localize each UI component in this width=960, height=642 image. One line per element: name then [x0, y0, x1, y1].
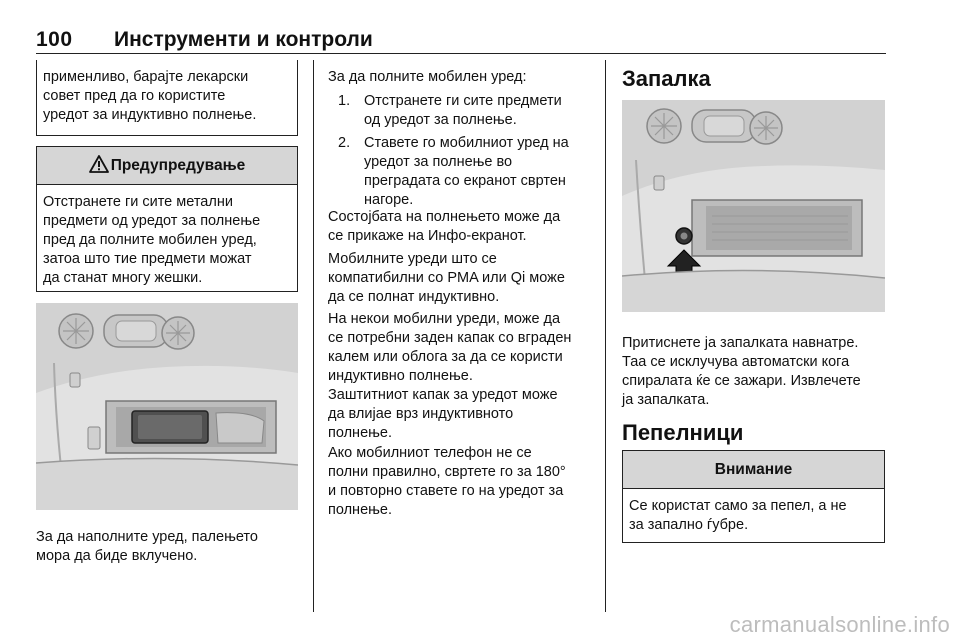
step-number: 2. — [338, 135, 351, 151]
text-line: Состојбата на полнењето може да — [328, 209, 561, 225]
step-2 — [338, 134, 598, 210]
charging-pad-illustration — [36, 303, 298, 510]
text-line: и повторно ставете го на уредот за — [328, 483, 564, 499]
text-line: компатибилни со PMA или Qi може — [328, 270, 565, 286]
charging-pad-drawing — [36, 303, 298, 510]
text-line: Ако мобилниот телефон не се — [328, 445, 532, 461]
text-line: индуктивно полнење. — [328, 368, 473, 384]
text-line: предмети од уредот за полнење — [43, 213, 261, 229]
heading-ashtrays: Пепелници — [622, 420, 744, 445]
paragraph-protective-cover — [328, 386, 604, 443]
text-line: За да наполните уред, палењето — [36, 529, 258, 545]
text-line: применливо, барајте лекарски — [43, 69, 249, 85]
notice-header: Внимание — [623, 451, 884, 489]
paragraph-charge-status — [328, 208, 604, 246]
text-line: На некои мобилни уреди, може да — [328, 311, 561, 327]
text-line: пред да полните мобилен уред, — [43, 232, 257, 248]
paragraph-rotate-phone — [328, 444, 604, 520]
column-divider-2 — [605, 60, 606, 612]
text-line: полни правилно, свртете го за 180° — [328, 464, 566, 480]
warning-body — [37, 185, 297, 296]
text-line: полнење. — [328, 425, 393, 441]
text-line: Отстранете ги сите метални — [43, 194, 233, 210]
notice-body — [623, 489, 884, 543]
warning-box — [36, 146, 298, 292]
continued-note-box — [36, 60, 298, 136]
text-line: да влијае врз индуктивното — [328, 406, 514, 422]
paragraph-compatibility — [328, 250, 604, 307]
text-line: совет пред да го користите — [43, 88, 226, 104]
lighter-drawing — [622, 100, 885, 312]
text-line: од уредот за полнење. — [364, 112, 517, 128]
charging-intro: За да полните мобилен уред: — [328, 69, 527, 85]
text-line: полнење. — [328, 502, 393, 518]
text-line: Притиснете ја запалката навнатре. — [622, 335, 859, 351]
text-line: се потребни заден капак со вграден — [328, 330, 572, 346]
page-title: Инструменти и контроли — [114, 28, 373, 51]
text-line: калем или облога за да се користи — [328, 349, 563, 365]
column-divider-1 — [313, 60, 314, 612]
text-line: Таа се исклучува автоматски кога — [622, 354, 850, 370]
notice-box — [622, 450, 885, 543]
text-line: Мобилните уреди што се — [328, 251, 497, 267]
heading-lighter: Запалка — [622, 66, 711, 91]
text-line: мора да биде вклучено. — [36, 548, 198, 564]
text-line: ја запалката. — [622, 392, 710, 408]
page-number: 100 — [36, 28, 73, 51]
text-line: да станат многу жешки. — [43, 270, 203, 286]
text-line: се прикаже на Инфо-екранот. — [328, 228, 527, 244]
text-line: Отстранете ги сите предмети — [364, 93, 562, 109]
text-line: спиралата ќе се зажари. Извлечете — [622, 373, 861, 389]
text-line: затоа што тие предмети можат — [43, 251, 252, 267]
text-line: Заштитниот капак за уредот може — [328, 387, 558, 403]
paragraph-back-cover — [328, 310, 604, 386]
step-number: 1. — [338, 93, 351, 109]
site-watermark: carmanualsonline.info — [729, 612, 950, 637]
warning-title: Предупредување — [110, 157, 246, 174]
charging-caption — [36, 528, 306, 566]
text-line: Ставете го мобилниот уред на — [364, 135, 569, 151]
text-line: уредот за полнење во — [364, 154, 513, 170]
text-line: за запално ѓубре. — [629, 517, 749, 533]
warning-triangle-icon — [89, 155, 109, 173]
text-line: уредот за индуктивно полнење. — [43, 107, 257, 123]
lighter-illustration — [622, 100, 885, 312]
lighter-instructions — [622, 334, 896, 410]
page-header — [36, 28, 886, 54]
text-line: нагоре. — [364, 192, 414, 208]
text-line: преградата со екранот свртен — [364, 173, 566, 189]
step-1 — [338, 92, 598, 130]
warning-header — [37, 147, 297, 185]
text-line: да се полнат индуктивно. — [328, 289, 500, 305]
text-line: Се користат само за пепел, а не — [629, 498, 847, 514]
